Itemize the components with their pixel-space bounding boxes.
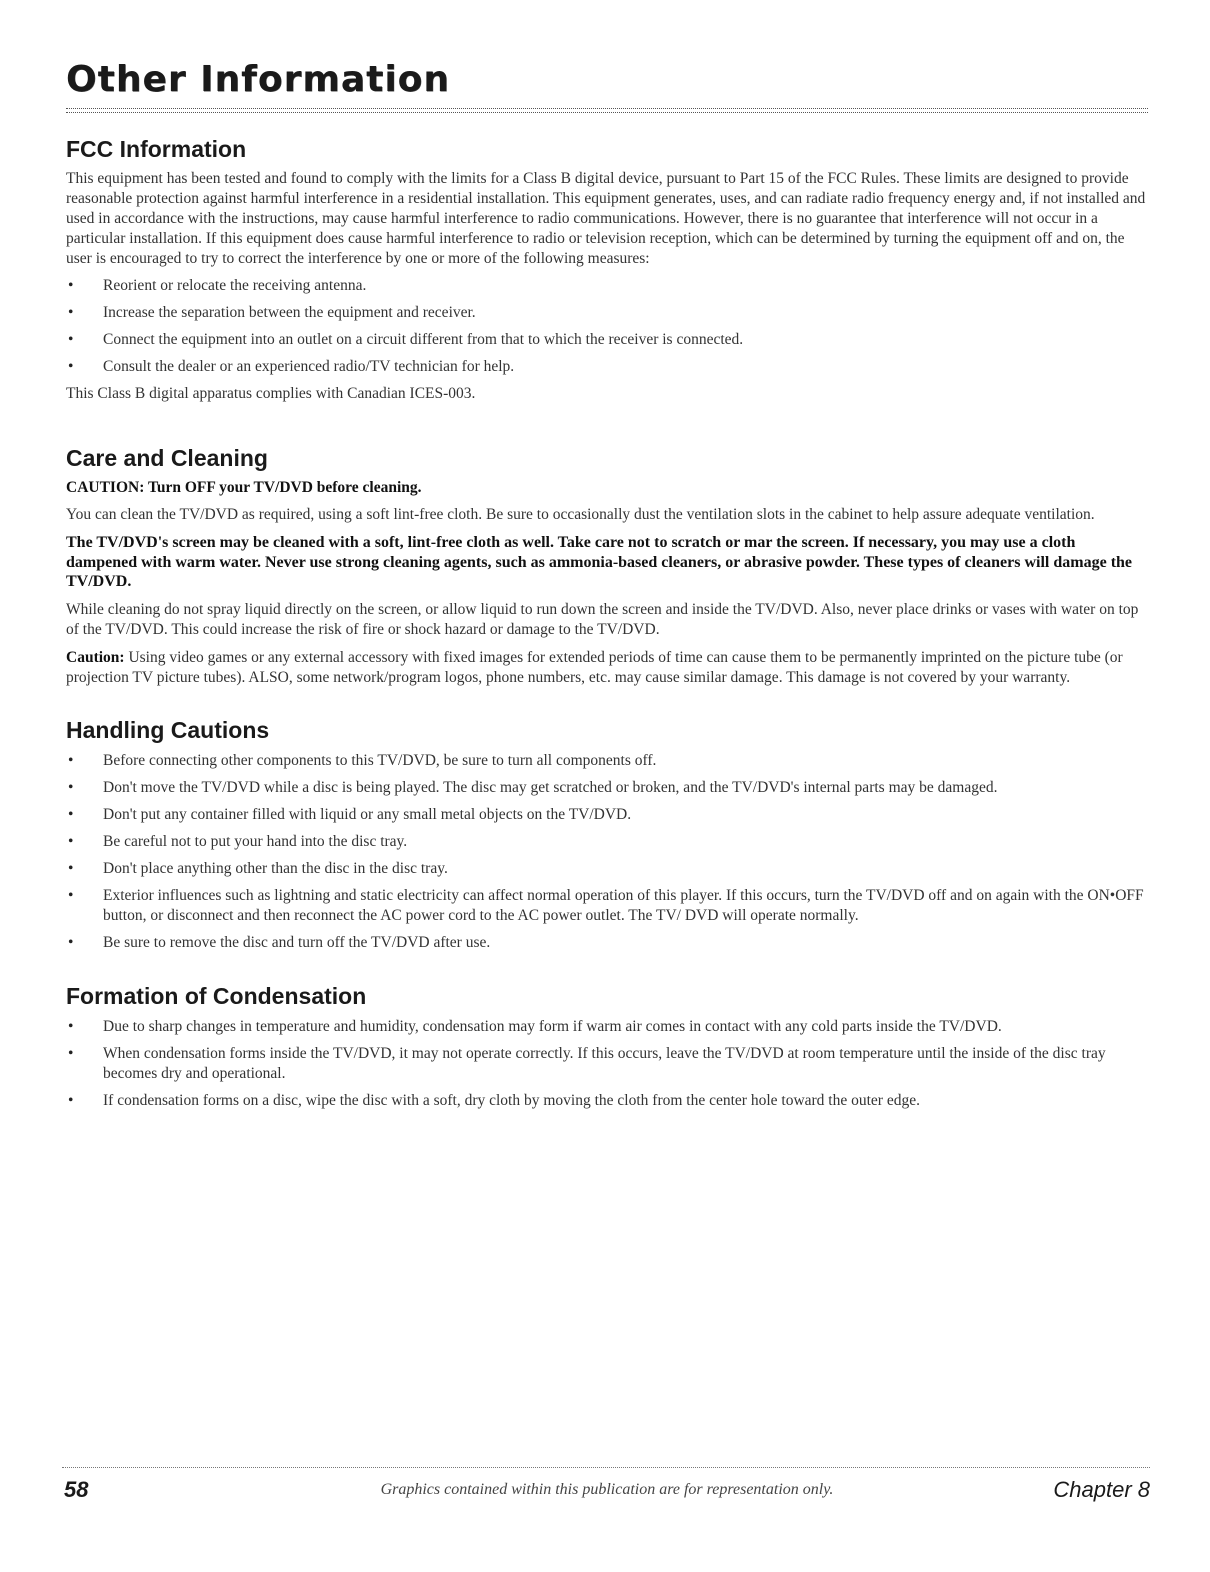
list-item: • Increase the separation between the equipment and receiver. (66, 303, 1148, 323)
care-heading: Care and Cleaning (66, 445, 268, 471)
page-title: Other Information (66, 59, 451, 100)
chapter-label: Chapter 8 (1053, 1477, 1150, 1502)
list-item: • Don't move the TV/DVD while a disc is being played. The disc may get scratched or broken, and the TV/DVD's internal parts may be damaged. (66, 778, 1148, 798)
handling-list (66, 751, 1148, 953)
list-item: • If condensation forms on a disc, wipe the disc with a soft, dry cloth by moving the cloth from the center hole toward the outer edge. (66, 1091, 1148, 1111)
page-footer (64, 1477, 1150, 1507)
care-caution-paragraph (66, 648, 1148, 688)
care-paragraph: While cleaning do not spray liquid directly on the screen, or allow liquid to run down the screen and inside the TV/DVD. Also, never place drinks or vases with water on top of the TV/DVD. This could increase the risk of fire or shock hazard or damage to the TV/DVD. (66, 600, 1139, 638)
list-item: • Consult the dealer or an experienced radio/TV technician for help. (66, 357, 1148, 377)
handling-heading: Handling Cautions (66, 716, 270, 743)
care-paragraph: You can clean the TV/DVD as required, using a soft lint-free cloth. Be sure to occasionally dust the ventilation slots in the cabinet to help assure adequate ventilation. (66, 506, 1095, 523)
page-number: 58 (64, 1477, 89, 1502)
list-item: • Reorient or relocate the receiving antenna. (66, 276, 1148, 296)
list-item: • Don't place anything other than the disc in the disc tray. (66, 859, 1148, 879)
care-caution: CAUTION: Turn OFF your TV/DVD before cleaning. (66, 479, 422, 496)
fcc-intro: This equipment has been tested and found to comply with the limits for a Class B digital device, pursuant to Part 15 of the FCC Rules. These limits are designed to provide reasonable protection against harmful interference in a residential installation. This equipment generates, uses, and can radiate radio frequency energy and, if not installed and used in accordance with the instructions, may cause harmful interference to radio communications. However, there is no guarantee that interference will not occur in a particular installation. If this equipment does cause harmful interference to radio or television reception, which can be determined by turning the equipment off and on, the user is encouraged to try to correct the interference by one or more of the following measures: (66, 170, 1146, 267)
footer-disclaimer: Graphics contained within this publication are for representation only. (380, 1481, 834, 1498)
page-content (66, 60, 1148, 1111)
list-item: • When condensation forms inside the TV/DVD, it may not operate correctly. If this occurs, leave the TV/DVD at room temperature until the inside of the disc tray becomes dry and operational. (66, 1044, 1148, 1084)
care-screen-warning: The TV/DVD's screen may be cleaned with a soft, lint-free cloth as well. Take care not to scratch or mar the screen. If necessary, you may use a cloth dampened with warm water. Never use strong cleaning agents, such as ammonia-based cleaners, or abrasive powder. These types of cleaners will damage the TV/DVD. (66, 534, 1133, 590)
fcc-measures-list (66, 276, 1148, 377)
footer-divider (62, 1467, 1150, 1469)
list-item: • Be sure to remove the disc and turn off the TV/DVD after use. (66, 933, 1148, 953)
caution-text: Using video games or any external accessory with fixed images for extended periods of time can cause them to be permanently imprinted on the picture tube (or projection TV picture tubes). ALSO, some network/program logos, phone numbers, etc. may cause similar damage. This damage is not covered by your warranty. (66, 648, 1123, 686)
fcc-heading: FCC Information (66, 136, 247, 162)
condensation-heading: Formation of Condensation (66, 982, 367, 1009)
condensation-list (66, 1017, 1148, 1111)
list-item: • Exterior influences such as lightning and static electricity can affect normal operation of this player. If this occurs, turn the TV/DVD off and on again with the ON•OFF button, or disconnect and then reconnect the AC power cord to the AC power outlet. The TV/ DVD will operate normally. (66, 886, 1148, 926)
list-item: • Don't put any container filled with liquid or any small metal objects on the TV/DVD. (66, 805, 1148, 825)
list-item: • Due to sharp changes in temperature and humidity, condensation may form if warm air comes in contact with any cold parts inside the TV/DVD. (66, 1017, 1148, 1037)
list-item: • Before connecting other components to this TV/DVD, be sure to turn all components off. (66, 751, 1148, 771)
list-item: • Be careful not to put your hand into the disc tray. (66, 832, 1148, 852)
caution-label: Caution: (66, 648, 125, 666)
title-divider (66, 108, 1148, 113)
list-item: • Connect the equipment into an outlet on a circuit different from that to which the receiver is connected. (66, 330, 1148, 350)
fcc-closing: This Class B digital apparatus complies with Canadian ICES-003. (66, 385, 476, 402)
